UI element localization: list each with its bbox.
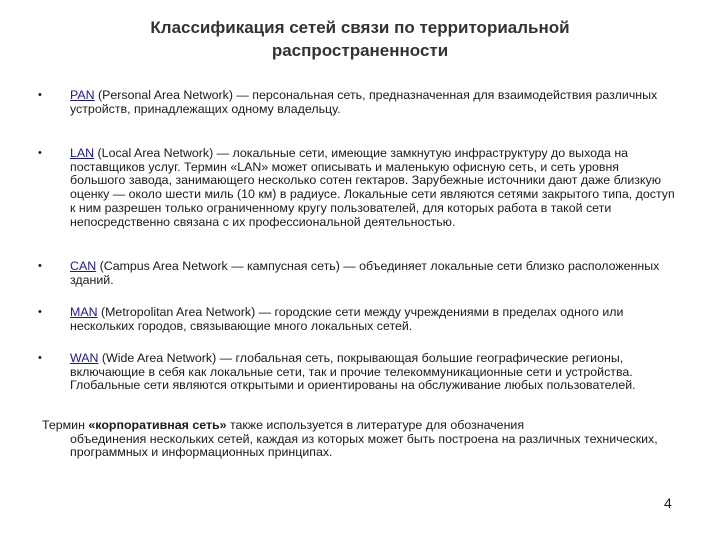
bullet-icon: • — [38, 260, 42, 272]
list-item-man — [0, 306, 720, 352]
slide-title — [60, 16, 660, 62]
footer-suffix: также используется в литературе для обозначения — [226, 418, 525, 432]
page-number: 4 — [664, 495, 672, 511]
list-item-text: (Wide Area Network) — глобальная сеть, покрывающая большие географические регионы, включающие в себя как локальные сети, так и прочие телекоммуникационные сети и устройства. Глобальные сети являются открытыми и ориентированы на обслуживание любых пользователей. — [70, 351, 636, 393]
slide-title-line-1: Классификация сетей связи по территориальной — [150, 18, 570, 37]
slide-title-line-2: распространенности — [271, 41, 449, 60]
bullet-icon: • — [38, 147, 42, 159]
list-item-text: (Metropolitan Area Network) — городские сети между учреждениями в пределах одного или нескольких городов, связывающие много локальных сетей. — [70, 305, 624, 333]
abbr-link-lan[interactable]: LAN — [70, 146, 95, 160]
list-item-lan — [0, 147, 720, 260]
abbr-link-can[interactable]: CAN — [70, 259, 97, 273]
footer-prefix: Термин — [42, 418, 89, 432]
abbr-link-man[interactable]: MAN — [70, 305, 98, 319]
bullet-icon: • — [38, 89, 42, 101]
bullet-icon: • — [38, 352, 42, 364]
network-classification-list — [0, 89, 720, 412]
list-item-text: (Personal Area Network) — персональная сеть, предназначенная для взаимодействия различных устройств, принадлежащих одному владельцу. — [70, 88, 658, 116]
bullet-icon: • — [38, 306, 42, 318]
abbr-link-pan[interactable]: PAN — [70, 88, 95, 102]
footer-rest: объединения нескольких сетей, каждая из которых может быть построена на различных технических, программных и информационных принципах. — [70, 431, 658, 460]
abbr-link-wan[interactable]: WAN — [70, 351, 99, 365]
footer-paragraph — [42, 419, 682, 460]
list-item-wan — [0, 352, 720, 412]
footer-bold-term: «корпоративная сеть» — [88, 418, 227, 432]
list-item-pan — [0, 89, 720, 147]
list-item-can — [0, 260, 720, 306]
list-item-text: (Local Area Network) — локальные сети, имеющие замкнутую инфраструктуру до выхода на поставщиков услуг. Термин «LAN» может описывать и маленькую офисную сеть, и сеть уровня большого завода, занимающего несколько сотен гектаров. Зарубежные источники дают даже близкую оценку — около шести миль (10 км) в радиусе. Локальные сети являются сетями закрытого типа, доступ к ним разрешен только ограниченному кругу пользователей, для которых работа в такой сети непосредственно связана с их профессиональной деятельностью. — [70, 146, 675, 229]
list-item-text: (Campus Area Network — кампусная сеть) — объединяет локальные сети близко расположенных зданий. — [70, 259, 660, 287]
